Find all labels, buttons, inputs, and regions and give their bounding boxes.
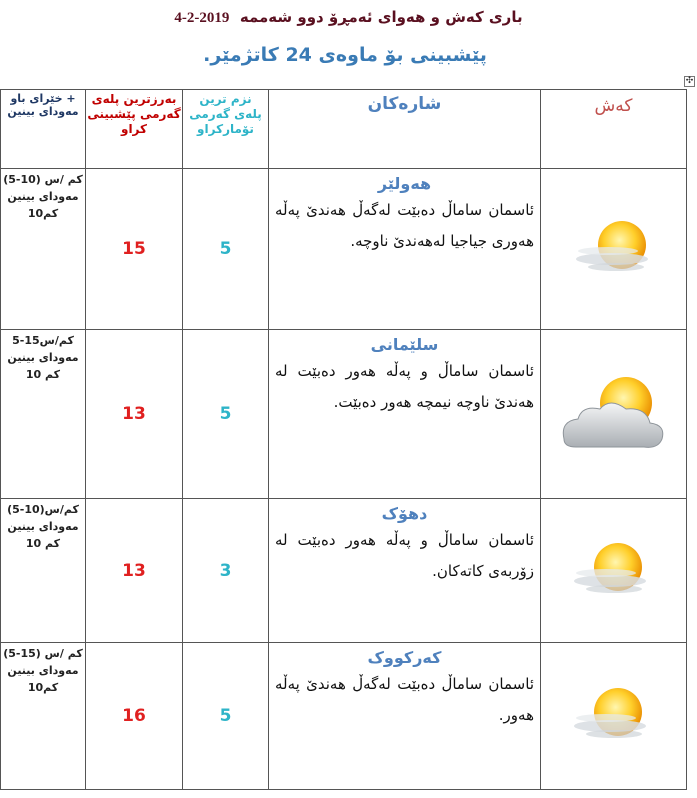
header-weather: کەش bbox=[541, 90, 687, 169]
table-row bbox=[1, 330, 687, 499]
city-cell bbox=[269, 643, 541, 790]
table-move-handle-icon[interactable]: ✣ bbox=[685, 76, 694, 86]
wind-visibility-cell bbox=[1, 169, 86, 330]
weather-table bbox=[0, 89, 687, 790]
city-cell bbox=[269, 499, 541, 643]
city-cell bbox=[269, 169, 541, 330]
header-max-line2: گەرمی پێشبینی bbox=[87, 107, 181, 121]
weather-description: ئاسمان ساماڵ و پەڵە هەور دەبێت لە زۆربەی کاتەکان. bbox=[275, 531, 534, 580]
title-text: باری کەش و هەوای ئەمڕۆ دوو شەممە bbox=[239, 8, 523, 26]
wind-visibility-cell bbox=[1, 330, 86, 499]
min-temp-cell: 5 bbox=[183, 169, 269, 330]
wind-speed: (5-10) کم /س bbox=[3, 173, 83, 186]
max-temp-cell: 13 bbox=[86, 330, 183, 499]
visibility-label: مەودای بینین bbox=[7, 520, 79, 533]
header-max-temp bbox=[86, 90, 183, 169]
visibility-value: 10 کم bbox=[25, 537, 61, 550]
header-max-line3: کراو bbox=[120, 122, 147, 136]
city-cell bbox=[269, 330, 541, 499]
table-row bbox=[1, 643, 687, 790]
header-min-line1: نزم ترین bbox=[199, 92, 252, 106]
visibility-value: 10کم bbox=[27, 681, 59, 694]
visibility-label: مەودای بینین bbox=[7, 664, 79, 677]
header-min-temp bbox=[183, 90, 269, 169]
weather-icon-cell bbox=[541, 330, 687, 499]
sun-haze-icon bbox=[564, 209, 664, 289]
min-temp-cell: 5 bbox=[183, 643, 269, 790]
header-row bbox=[1, 90, 687, 169]
header-wind-line2: مەودای بینین bbox=[7, 105, 79, 118]
max-temp-cell: 16 bbox=[86, 643, 183, 790]
max-temp-cell: 15 bbox=[86, 169, 183, 330]
header-cities: شارەکان bbox=[269, 90, 541, 169]
city-name: سلێمانی bbox=[370, 335, 439, 354]
header-min-line2: پلەی گەرمی bbox=[189, 107, 262, 121]
visibility-label: مەودای بینین bbox=[7, 190, 79, 203]
city-name: دهۆک bbox=[381, 504, 428, 523]
visibility-value: 10 کم bbox=[25, 368, 61, 381]
weather-icon-cell bbox=[541, 169, 687, 330]
wind-speed: (5-10)کم/س bbox=[7, 503, 79, 516]
min-temp-cell: 5 bbox=[183, 330, 269, 499]
min-temp-cell: 3 bbox=[183, 499, 269, 643]
header-wind-visibility bbox=[1, 90, 86, 169]
weather-icon-cell bbox=[541, 499, 687, 643]
header-max-line1: بەرزترین پلەی bbox=[91, 92, 177, 106]
visibility-value: 10کم bbox=[27, 207, 59, 220]
table-row bbox=[1, 169, 687, 330]
city-name: هەولێر bbox=[377, 174, 432, 193]
max-temp-cell: 13 bbox=[86, 499, 183, 643]
header-wind-line1: خێرای باو + bbox=[10, 92, 76, 105]
forecast-subtitle: پێشبینی بۆ ماوەی 24 کاتژمێر. bbox=[203, 44, 487, 66]
weather-icon-cell bbox=[541, 643, 687, 790]
wind-speed: (5-15) کم /س bbox=[3, 647, 83, 660]
wind-speed: 5-15کم/س bbox=[12, 334, 74, 347]
title-date: 2019-2-4 bbox=[174, 10, 230, 26]
weather-description: ئاسمان ساماڵ دەبێت لەگەڵ هەندێ پەڵە هەور. bbox=[275, 675, 534, 724]
city-name: کەرکووک bbox=[367, 648, 442, 667]
sun-haze-icon bbox=[564, 531, 664, 611]
wind-visibility-cell bbox=[1, 499, 86, 643]
visibility-label: مەودای بینین bbox=[7, 351, 79, 364]
wind-visibility-cell bbox=[1, 643, 86, 790]
weather-description: ئاسمان ساماڵ و پەڵە هەور دەبێت لە هەندێ ناوچە نیمچە هەور دەبێت. bbox=[275, 362, 534, 411]
header-min-line3: تۆمارکراو bbox=[197, 122, 254, 136]
sun-cloud-icon bbox=[554, 369, 674, 459]
table-row bbox=[1, 499, 687, 643]
sun-haze-icon bbox=[564, 676, 664, 756]
weather-description: ئاسمان ساماڵ دەبێت لەگەڵ هەندێ پەڵە هەوری جیاجیا لەهەندێ ناوچە. bbox=[275, 201, 534, 250]
page-title bbox=[0, 8, 697, 27]
